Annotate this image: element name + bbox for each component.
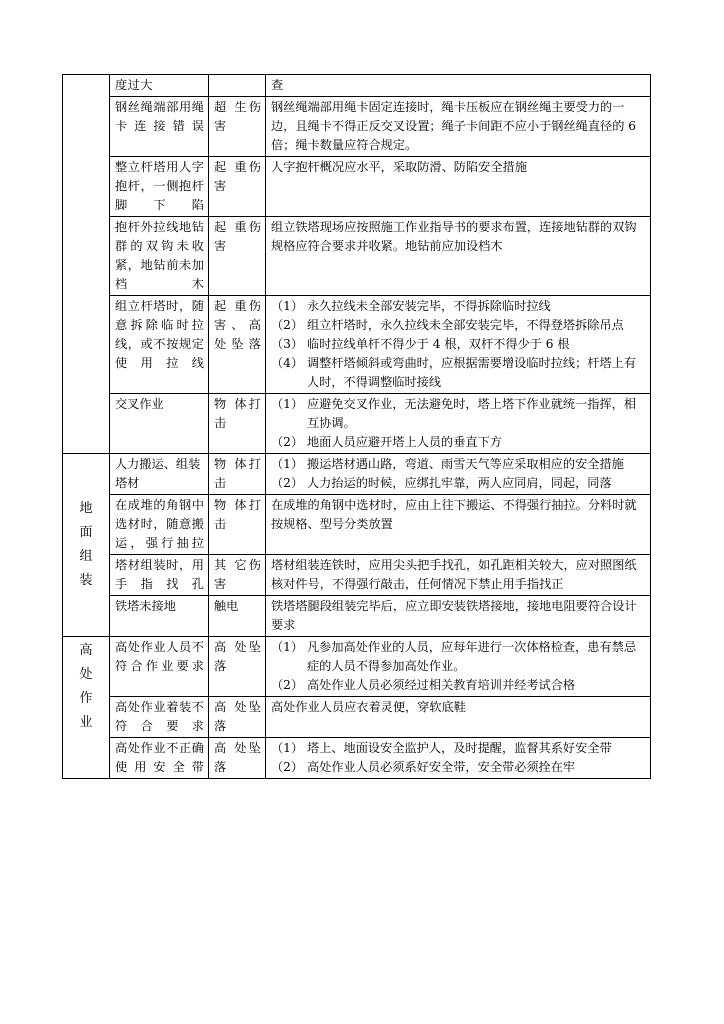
accident-type-cell: 高 处坠落 <box>209 697 266 738</box>
table-row <box>63 454 651 495</box>
accident-type-cell: 超 生伤害 <box>209 97 266 157</box>
measure-item: （2） 组立杆塔时，永久拉线未全部安装完毕，不得登塔拆除吊点 <box>271 318 624 332</box>
category-cell <box>63 454 110 637</box>
table-row <box>63 157 651 217</box>
table-row <box>63 75 651 97</box>
accident-type-cell: 其 它伤害 <box>209 555 266 596</box>
accident-type-cell: 物 体打击 <box>209 495 266 555</box>
measure-cell: 塔材组装连铁时，应用尖头把手找孔，如孔距相关较大，应对照图纸核对件号，不得强行敲击，任何情况下禁止用手指找正 <box>266 555 651 596</box>
measure-item: （3） 临时拉线单杆不得少于 4 根，双杆不得少于 6 根 <box>271 337 570 351</box>
measure-cell: 在成堆的角钢中选材时，应由上往下搬运、不得强行抽拉。分料时就按规格、型号分类放置 <box>266 495 651 555</box>
table-row <box>63 555 651 596</box>
safety-measures-table <box>62 74 650 779</box>
measure-item: （2） 人力抬运的时候，应绑扎牢靠，两人应同肩，同起，同落 <box>271 476 612 490</box>
hazard-cell: 高处作业人员不符合作业要求 <box>110 637 209 697</box>
measure-cell: 高处作业人员应衣着灵便，穿软底鞋 <box>266 697 651 738</box>
table-row <box>63 738 651 779</box>
hazard-cell: 抱杆外拉线地钻群的双钩未收紧，地钻前未加档木 <box>110 217 209 296</box>
hazard-cell: 铁塔未接地 <box>110 596 209 637</box>
category-label: 高处作业 <box>79 643 93 730</box>
measure-cell: 查 <box>266 75 651 97</box>
measure-cell: 人字抱杆概况应水平，采取防滑、防陷安全措施 <box>266 157 651 217</box>
table-row <box>63 217 651 296</box>
measure-item: （1） 搬运塔材遇山路，弯道、雨雪天气等应采取相应的安全措施 <box>271 457 624 471</box>
hazard-cell: 交叉作业 <box>110 394 209 454</box>
measure-cell: 组立铁塔现场应按照施工作业指导书的要求布置，连接地钻群的双钩规格应符合要求并收紧。地钻前应加设档木 <box>266 217 651 296</box>
measure-item: （1） 应避免交叉作业，无法避免时，塔上塔下作业就统一指挥，相互协调。 <box>271 397 637 430</box>
table-row <box>63 596 651 637</box>
hazard-cell: 人力搬运、组装塔材 <box>110 454 209 495</box>
measure-cell <box>266 454 651 495</box>
table-row <box>63 97 651 157</box>
accident-type-cell: 物 体打击 <box>209 454 266 495</box>
measure-item: （2） 高处作业人员必须系好安全带，安全带必须拴在牢 <box>271 760 576 774</box>
table-row <box>63 296 651 394</box>
accident-type-cell: 物 体打击 <box>209 394 266 454</box>
hazard-cell: 塔材组装时，用手指找孔 <box>110 555 209 596</box>
accident-type-cell: 起 重伤害、高 处坠落 <box>209 296 266 394</box>
accident-type-cell: 高 处坠落 <box>209 637 266 697</box>
accident-type-cell: 起 重伤害 <box>209 217 266 296</box>
table-row <box>63 495 651 555</box>
category-cell <box>63 637 110 779</box>
measure-item: （1） 凡参加高处作业的人员，应每年进行一次体格检查，患有禁忌症的人员不得参加高处作业。 <box>271 640 637 673</box>
hazard-cell: 整立杆塔用人字抱杆，一侧抱杆脚下陷 <box>110 157 209 217</box>
measure-item: （2） 地面人员应避开塔上人员的垂直下方 <box>271 435 502 449</box>
hazard-cell: 在成堆的角钢中选材时，随意搬运，强行抽拉 <box>110 495 209 555</box>
measure-cell <box>266 296 651 394</box>
hazard-cell: 高处作业不正确使用安全带 <box>110 738 209 779</box>
measure-cell: 铁塔塔腿段组装完毕后，应立即安装铁塔接地，接地电阻要符合设计要求 <box>266 596 651 637</box>
measure-item: （1） 永久拉线未全部安装完毕，不得拆除临时拉线 <box>271 299 551 313</box>
accident-type-cell: 触电 <box>209 596 266 637</box>
category-cell-continued <box>63 75 110 454</box>
accident-type-cell: 高 处坠落 <box>209 738 266 779</box>
hazard-cell: 钢丝绳端部用绳卡连接错误 <box>110 97 209 157</box>
measure-item: （2） 高处作业人员必须经过相关教育培训并经考试合格 <box>271 678 576 692</box>
measure-item: （4） 调整杆塔倾斜或弯曲时，应根据需要增设临时拉线；杆塔上有人时，不得调整临时接线 <box>271 356 637 389</box>
table-row <box>63 697 651 738</box>
measure-cell <box>266 738 651 779</box>
table-row <box>63 637 651 697</box>
table-row <box>63 394 651 454</box>
hazard-cell: 组立杆塔时，随意拆除临时拉线，或不按规定使用拉线 <box>110 296 209 394</box>
measure-cell <box>266 394 651 454</box>
accident-type-cell: 起 重伤害 <box>209 157 266 217</box>
accident-type-cell <box>209 75 266 97</box>
category-label: 地面组装 <box>79 501 93 588</box>
measure-cell <box>266 637 651 697</box>
measure-cell: 钢丝绳端部用绳卡固定连接时，绳卡压板应在钢丝绳主要受力的一边，且绳卡不得正反交叉设置；绳子卡间距不应小于钢丝绳直径的 6 倍；绳卡数量应符合规定。 <box>266 97 651 157</box>
hazard-cell: 度过大 <box>110 75 209 97</box>
hazard-cell: 高处作业着装不符合要求 <box>110 697 209 738</box>
measure-item: （1） 塔上、地面设安全监护人，及时提醒，监督其系好安全带 <box>271 741 612 755</box>
